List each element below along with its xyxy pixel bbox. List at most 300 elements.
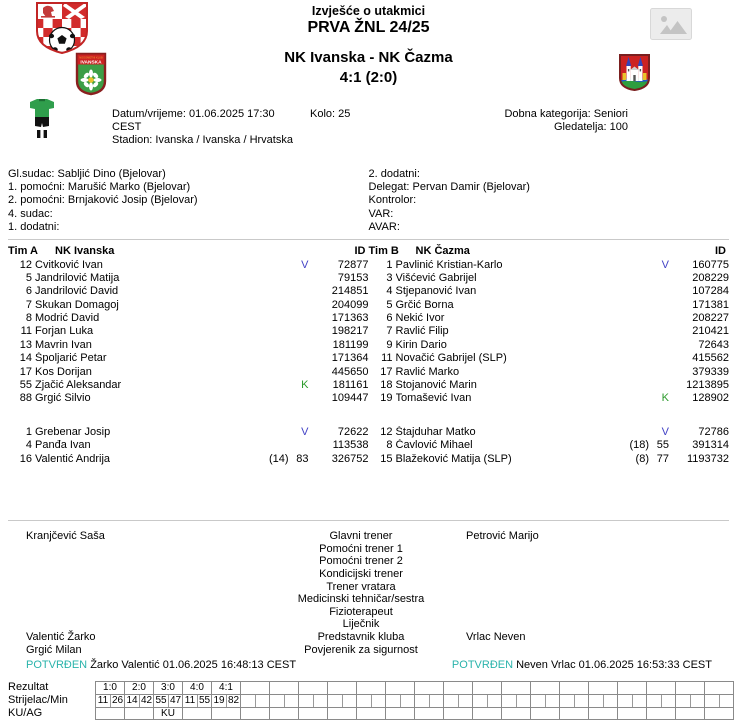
goal-scorer-number	[676, 695, 690, 707]
goal-minute	[255, 695, 269, 707]
player-marker-slot	[293, 259, 309, 271]
staff-section	[0, 530, 737, 656]
staff-name-team-a	[0, 543, 256, 556]
staff-row	[0, 631, 737, 644]
goal-note-cell	[183, 708, 211, 719]
player-number: 14	[19, 352, 32, 365]
player-marker-slot	[653, 259, 669, 271]
player-id: 107284	[692, 285, 729, 298]
substitutes-gap	[8, 406, 369, 426]
goalkeeper-badge: V	[301, 425, 309, 438]
player-marker	[593, 439, 669, 451]
player-marker	[233, 325, 309, 337]
match-datetime-line1: Datum/vrijeme: 01.06.2025 17:30	[112, 108, 275, 120]
player-name: Panđa Ivan	[35, 439, 91, 452]
player-marker	[593, 325, 669, 337]
player-id: 379339	[692, 365, 729, 378]
goal-minute	[574, 695, 588, 707]
staff-row	[0, 581, 737, 594]
official-fourth: 4. sudac:	[8, 207, 53, 220]
player-id: 72643	[698, 338, 729, 351]
rosters-section	[8, 245, 729, 466]
player-number: 12	[380, 425, 393, 438]
goal-note-cell	[502, 708, 530, 719]
goal-scorer-number: 14	[126, 695, 138, 706]
player-name: Grčić Borna	[395, 298, 454, 311]
player-row	[8, 312, 369, 325]
staff-row	[0, 606, 737, 619]
player-number: 17	[19, 365, 32, 378]
goal-scorer-number	[444, 695, 458, 707]
goal-scorer-minute-cell	[270, 695, 298, 708]
player-name: Modrić David	[35, 312, 100, 325]
player-id: 171363	[331, 312, 369, 325]
team-a-confirmed-status: POTVRĐEN	[26, 659, 88, 671]
player-number: 16	[19, 452, 32, 465]
goal-scorer-minute-cell	[560, 695, 588, 708]
substitution-for-number: (14)	[268, 452, 289, 465]
goal-minute	[661, 695, 675, 707]
staff-name-team-b	[466, 568, 737, 581]
goal-minute: 55	[198, 695, 211, 706]
team-a-rows	[8, 259, 369, 466]
player-row	[8, 272, 369, 285]
goal-scorer-minute-cell	[241, 695, 269, 708]
team-b-header	[369, 245, 730, 259]
staff-name-team-a	[0, 618, 256, 631]
staff-name-team-a	[0, 581, 256, 594]
player-marker	[233, 259, 309, 271]
goal-scorer-minute-cell	[96, 695, 124, 708]
player-marker	[593, 312, 669, 324]
official-assistant-1: 1. pomoćni: Marušić Marko (Bjelovar)	[8, 181, 191, 194]
goal-minute: 42	[140, 695, 153, 706]
goal-score-cell	[299, 682, 327, 695]
goal-score-cell	[444, 682, 472, 695]
goal-scorer-minute-cell	[676, 695, 704, 708]
player-number: 1	[25, 425, 32, 438]
team-b-label: Tim B	[368, 245, 399, 257]
staff-row	[0, 644, 737, 657]
goal-score-cell: 4:0	[183, 682, 211, 695]
player-name: Jandrilović David	[35, 285, 119, 298]
goal-column	[154, 682, 183, 719]
player-id: 415562	[692, 352, 729, 365]
goal-score-cell	[241, 682, 269, 695]
team-b-roster	[369, 245, 730, 466]
goal-column	[560, 682, 589, 719]
player-row	[369, 426, 730, 439]
staff-name-team-b	[466, 618, 737, 631]
player-name: Skukan Domagoj	[35, 298, 119, 311]
staff-role-label: Predstavnik kluba	[317, 631, 405, 644]
official-additional-2: 2. dodatni:	[368, 168, 420, 180]
goal-column	[531, 682, 560, 719]
player-id: 181161	[332, 379, 369, 392]
player-marker	[233, 312, 309, 324]
player-row	[8, 325, 369, 338]
player-marker	[233, 453, 309, 465]
player-id: 208229	[692, 271, 729, 284]
player-marker	[233, 366, 309, 378]
stadium-info: Stadion: Ivanska / Ivanska / Hrvatska	[112, 134, 293, 146]
player-id: 171381	[692, 298, 729, 311]
goal-scorer-minute-cell	[589, 695, 617, 708]
official-avar: AVAR:	[368, 220, 400, 233]
goal-score-cell: 1:0	[96, 682, 124, 695]
staff-name-team-b	[466, 581, 737, 594]
age-category-info: Dobna kategorija: Seniori	[504, 108, 628, 120]
goal-scorer-number: 11	[97, 695, 109, 706]
goal-score-cell	[589, 682, 617, 695]
goal-scorer-minute-cell	[125, 695, 153, 708]
goal-note-cell	[560, 708, 588, 719]
player-number: 4	[25, 439, 32, 452]
player-number: 5	[25, 271, 32, 284]
staff-row	[0, 530, 737, 543]
player-marker	[593, 272, 669, 284]
goal-note-cell	[676, 708, 704, 719]
player-number: 1	[386, 258, 393, 271]
player-row	[369, 439, 730, 452]
player-id: 72877	[337, 258, 369, 271]
goal-score-cell	[270, 682, 298, 695]
staff-name-team-b	[466, 644, 737, 657]
goalkeeper-badge: V	[661, 258, 669, 271]
player-row	[369, 453, 730, 466]
player-number: 19	[380, 392, 393, 405]
goal-note-cell	[357, 708, 385, 719]
team-a-confirmed-by: Žarko Valentić 01.06.2025 16:48:13 CEST	[90, 659, 297, 671]
svg-text:NOGOMETNI KLUB: NOGOMETNI KLUB	[79, 56, 103, 60]
player-id: 208227	[692, 312, 729, 325]
player-number: 4	[386, 285, 393, 298]
player-marker	[233, 439, 309, 451]
player-name: Stjepanović Ivan	[395, 285, 477, 298]
goal-scorer-number: 11	[184, 695, 196, 706]
goal-score-cell	[560, 682, 588, 695]
player-row	[8, 259, 369, 272]
player-number: 5	[386, 298, 393, 311]
officials-left-column	[8, 168, 369, 234]
official-var: VAR:	[368, 207, 394, 220]
goal-scorer-minute-cell	[647, 695, 675, 708]
player-name: Grebenar Josip	[35, 425, 111, 438]
player-number: 11	[20, 325, 32, 338]
player-name: Višćević Gabrijel	[395, 271, 477, 284]
substitution-minute: 83	[296, 452, 309, 465]
player-id: 113538	[332, 439, 369, 452]
goal-score-cell	[531, 682, 559, 695]
staff-name-team-b	[466, 593, 737, 606]
staff-name-team-b	[466, 555, 737, 568]
player-name: Jandrilović Matija	[35, 271, 120, 284]
goal-note-cell	[270, 708, 298, 719]
goal-minute: 47	[169, 695, 182, 706]
player-row	[369, 285, 730, 298]
player-row	[8, 339, 369, 352]
substitution-for-number: (8)	[635, 452, 649, 465]
player-number: 17	[380, 365, 393, 378]
image-placeholder-icon	[650, 8, 692, 43]
goal-column	[676, 682, 705, 719]
player-marker-slot	[293, 379, 309, 391]
player-id: 1193732	[686, 452, 729, 465]
official-controller: Kontrolor:	[368, 194, 417, 207]
goal-note-cell	[444, 708, 472, 719]
goal-minute	[487, 695, 501, 707]
final-score: 4:1 (2:0)	[339, 69, 398, 86]
player-row	[8, 392, 369, 405]
goal-scorer-number	[357, 695, 371, 707]
player-id: 181199	[332, 338, 369, 351]
captain-badge: K	[301, 379, 309, 392]
team-b-name: NK Čazma	[415, 245, 470, 257]
goal-minute	[632, 695, 646, 707]
goal-minute	[719, 695, 733, 707]
player-name: Ravlić Filip	[395, 325, 449, 338]
team-b-rows	[369, 259, 730, 466]
player-number: 8	[25, 312, 32, 325]
staff-role-label: Kondicijski trener	[319, 567, 403, 580]
goal-minute	[400, 695, 414, 707]
team-b-confirmed-status: POTVRĐEN	[451, 659, 514, 671]
team-a-confirmation	[26, 659, 296, 671]
divider-line	[8, 239, 729, 240]
player-name: Grgić Silvio	[35, 392, 91, 405]
goal-score-cell	[386, 682, 414, 695]
goal-column	[386, 682, 415, 719]
goal-minute: 82	[227, 695, 240, 706]
player-id: 72786	[698, 425, 729, 438]
player-name: Zjačić Aleksandar	[35, 379, 122, 392]
officials-section	[8, 168, 729, 234]
goal-note-cell	[125, 708, 153, 719]
goal-scorer-number	[589, 695, 603, 707]
player-number: 13	[19, 338, 32, 351]
player-number: 88	[19, 392, 32, 405]
goal-minute	[284, 695, 298, 707]
player-name: Valentić Andrija	[35, 452, 111, 465]
goal-scorer-minute-cell	[415, 695, 443, 708]
goal-note-cell	[589, 708, 617, 719]
team-a-id-header: ID	[354, 245, 366, 257]
player-marker	[233, 426, 309, 438]
official-additional-1: 1. dodatni:	[8, 220, 60, 233]
player-marker	[593, 339, 669, 351]
captain-badge: K	[661, 392, 669, 405]
staff-name-team-b: Vrlac Neven	[466, 631, 526, 644]
player-marker	[233, 379, 309, 391]
goal-note-cell	[647, 708, 675, 719]
goal-column	[444, 682, 473, 719]
player-id: 326752	[331, 452, 369, 465]
attendance-info: Gledatelja: 100	[554, 121, 628, 133]
goal-score-cell	[328, 682, 356, 695]
player-row	[369, 259, 730, 272]
team-b-id-header: ID	[715, 245, 726, 257]
goal-note-cell	[241, 708, 269, 719]
staff-name-team-a	[0, 568, 256, 581]
staff-role-label: Fizioterapeut	[329, 605, 393, 618]
goal-scorer-number	[270, 695, 284, 707]
match-datetime-line2: CEST	[112, 121, 142, 133]
player-marker	[593, 285, 669, 297]
player-id: 79153	[337, 271, 369, 284]
goal-column	[647, 682, 676, 719]
player-row	[369, 272, 730, 285]
player-row	[369, 352, 730, 365]
goal-note-cell	[415, 708, 443, 719]
player-number: 12	[19, 258, 32, 271]
player-row	[8, 285, 369, 298]
goalkeeper-badge: V	[661, 425, 669, 438]
divider-line	[8, 520, 729, 521]
goal-column	[502, 682, 531, 719]
goal-scorer-minute-cell	[299, 695, 327, 708]
substitution-minute: 55	[656, 439, 669, 452]
goal-column	[328, 682, 357, 719]
team-a-name: NK Ivanska	[55, 245, 115, 257]
player-number: 9	[386, 338, 393, 351]
staff-role-label: Trener vratara	[326, 580, 396, 593]
player-id: 198217	[331, 325, 369, 338]
player-row	[8, 453, 369, 466]
player-number: 55	[19, 379, 32, 392]
substitution-for-number: (18)	[629, 439, 649, 452]
staff-name-team-b	[466, 606, 737, 619]
goal-scorer-number	[415, 695, 429, 707]
staff-role-label: Povjerenik za sigurnost	[304, 643, 418, 656]
player-id: 214851	[331, 285, 369, 298]
player-marker	[593, 453, 669, 465]
nk-cazma-crest-icon	[618, 53, 651, 95]
player-id: 1213895	[686, 379, 729, 392]
staff-role-label: Pomoćni trener 2	[319, 555, 403, 568]
competition-name: PRVA ŽNL 24/25	[307, 19, 430, 36]
goal-note-cell	[473, 708, 501, 719]
player-marker-slot	[653, 453, 669, 465]
player-row	[8, 299, 369, 312]
goal-scorer-number	[328, 695, 342, 707]
goal-score-cell	[618, 682, 646, 695]
goal-note-cell: KU	[161, 708, 175, 719]
player-row	[8, 352, 369, 365]
player-marker	[593, 392, 669, 404]
player-marker	[233, 285, 309, 297]
goal-note-cell	[212, 708, 240, 719]
player-number: 6	[386, 312, 393, 325]
player-row	[369, 339, 730, 352]
goal-minute	[458, 695, 472, 707]
goal-minute	[313, 695, 327, 707]
player-marker	[233, 352, 309, 364]
goal-note-cell	[531, 708, 559, 719]
staff-name-team-a	[0, 606, 256, 619]
player-name: Forjan Luka	[35, 325, 94, 338]
result-table-labels	[8, 681, 68, 720]
player-name: Blažeković Matija (SLP)	[395, 452, 512, 465]
goal-column	[618, 682, 647, 719]
goal-minute	[545, 695, 559, 707]
goal-column	[473, 682, 502, 719]
goal-scorer-minute-cell	[212, 695, 240, 708]
goal-column	[270, 682, 299, 719]
player-row	[8, 366, 369, 379]
player-name: Novačić Gabrijel (SLP)	[395, 352, 507, 365]
result-table-grid	[95, 681, 734, 720]
goal-score-cell	[415, 682, 443, 695]
goal-scorer-minute-cell	[154, 695, 182, 708]
player-number: 11	[381, 352, 393, 365]
player-row	[8, 439, 369, 452]
green-kit-icon	[27, 97, 57, 144]
player-name: Čavlović Mihael	[395, 439, 473, 452]
goal-column	[212, 682, 241, 719]
result-row-label: Rezultat	[8, 681, 49, 693]
goal-column	[183, 682, 212, 719]
goal-scorer-minute-cell	[618, 695, 646, 708]
goal-scorer-number	[241, 695, 255, 707]
player-marker	[233, 272, 309, 284]
player-id: 391314	[692, 439, 729, 452]
goal-scorer-number	[531, 695, 545, 707]
player-row	[369, 366, 730, 379]
goal-scorer-minute-cell	[531, 695, 559, 708]
round-info: Kolo: 25	[310, 108, 351, 120]
substitutes-gap	[369, 406, 730, 426]
player-row	[369, 392, 730, 405]
player-marker	[593, 352, 669, 364]
player-number: 8	[386, 439, 393, 452]
player-number: 18	[380, 379, 393, 392]
goal-score-cell	[676, 682, 704, 695]
goal-minute: 26	[111, 695, 124, 706]
goal-score-cell: 3:0	[154, 682, 182, 695]
goal-column	[415, 682, 444, 719]
goal-score-cell	[502, 682, 530, 695]
player-id: 72622	[337, 425, 369, 438]
player-id: 210421	[692, 325, 729, 338]
match-datetime	[112, 108, 275, 134]
player-number: 15	[380, 452, 393, 465]
player-marker-slot	[653, 439, 669, 451]
goal-note-cell	[618, 708, 646, 719]
goal-scorer-minute-cell	[444, 695, 472, 708]
player-name: Nekić Ivor	[395, 312, 445, 325]
goal-score-cell: 2:0	[125, 682, 153, 695]
player-name: Špoljarić Petar	[35, 352, 107, 365]
goal-note-cell	[705, 708, 733, 719]
player-id: 128902	[692, 392, 729, 405]
player-marker-slot	[293, 426, 309, 438]
staff-name-team-b	[466, 543, 737, 556]
svg-text:IVANSKA: IVANSKA	[80, 60, 102, 66]
team-b-confirmed-by: Neven Vrlac 01.06.2025 16:53:33 CEST	[516, 659, 712, 671]
team-a-roster	[8, 245, 369, 466]
player-id: 171364	[331, 352, 369, 365]
player-id: 445650	[331, 365, 369, 378]
goal-scorer-number	[502, 695, 516, 707]
report-title: Izvješće o utakmici	[311, 4, 426, 18]
player-marker-slot	[653, 426, 669, 438]
goal-minute	[690, 695, 704, 707]
staff-role-label: Medicinski tehničar/sestra	[297, 593, 425, 606]
goalkeeper-badge: V	[301, 258, 309, 271]
scorer-row-label: Strijelac/Min	[8, 694, 68, 706]
goal-column	[241, 682, 270, 719]
player-id: 109447	[331, 392, 369, 405]
